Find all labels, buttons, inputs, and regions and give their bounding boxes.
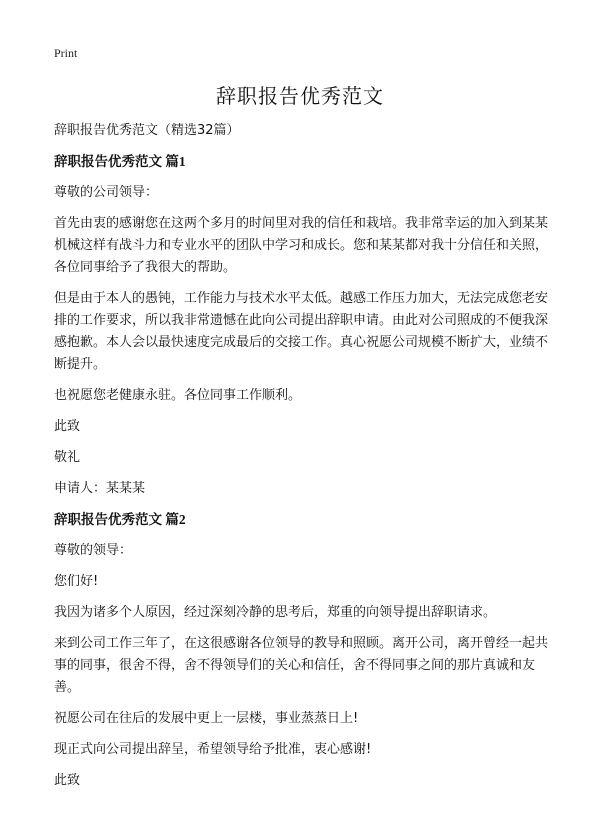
paragraph: 祝愿公司在往后的发展中更上一层楼，事业蒸蒸日上! xyxy=(54,711,359,726)
paragraph: 首先由衷的感谢您在这两个多月的时间里对我的信任和栽培。我非常幸运的加入到某某机械这样有战斗力和专业水平的团队中学习和成长。您和某某都对我十分信任和关照，各位同事给予了我很大的帮助。 xyxy=(54,216,549,275)
salutation: 尊敬的领导： xyxy=(54,543,133,558)
closing: 此致 xyxy=(54,419,81,434)
paragraph: 也祝愿您老健康永驻。各位同事工作顺利。 xyxy=(54,388,302,403)
signature: 申请人：某某某 xyxy=(54,481,146,496)
document-subtitle: 辞职报告优秀范文（精选32篇） xyxy=(54,123,240,138)
print-link[interactable]: Print xyxy=(54,46,78,60)
section-heading: 辞职报告优秀范文 篇2 xyxy=(54,512,186,527)
closing: 此致 xyxy=(54,773,81,788)
paragraph: 我因为诸多个人原因，经过深刻冷静的思考后，郑重的向领导提出辞职请求。 xyxy=(54,605,497,620)
paragraph: 现正式向公司提出辞呈，希望领导给予批准，衷心感谢! xyxy=(54,742,372,757)
salutation: 尊敬的公司领导： xyxy=(54,185,159,200)
document-body xyxy=(54,120,554,801)
closing: 敬礼 xyxy=(54,450,81,465)
paragraph: 但是由于本人的愚钝，工作能力与技术水平太低。越感工作压力加大，无法完成您老安排的工作要求，所以我非常遗憾在此向公司提出辞职申请。由此对公司照成的不便我深感抱歉。本人会以最快速度完成最后的交接工作。真心祝愿公司规模不断扩大，业绩不断提升。 xyxy=(54,291,549,372)
paragraph: 来到公司工作三年了，在这很感谢各位领导的教导和照顾。离开公司，离开曾经一起共事的同事，很舍不得，舍不得领导们的关心和信任，舍不得同事之间的那片真诚和友善。 xyxy=(54,636,549,695)
greeting: 您们好! xyxy=(54,574,99,589)
page-title: 辞职报告优秀范文 xyxy=(216,84,384,108)
section-heading: 辞职报告优秀范文 篇1 xyxy=(54,154,186,169)
